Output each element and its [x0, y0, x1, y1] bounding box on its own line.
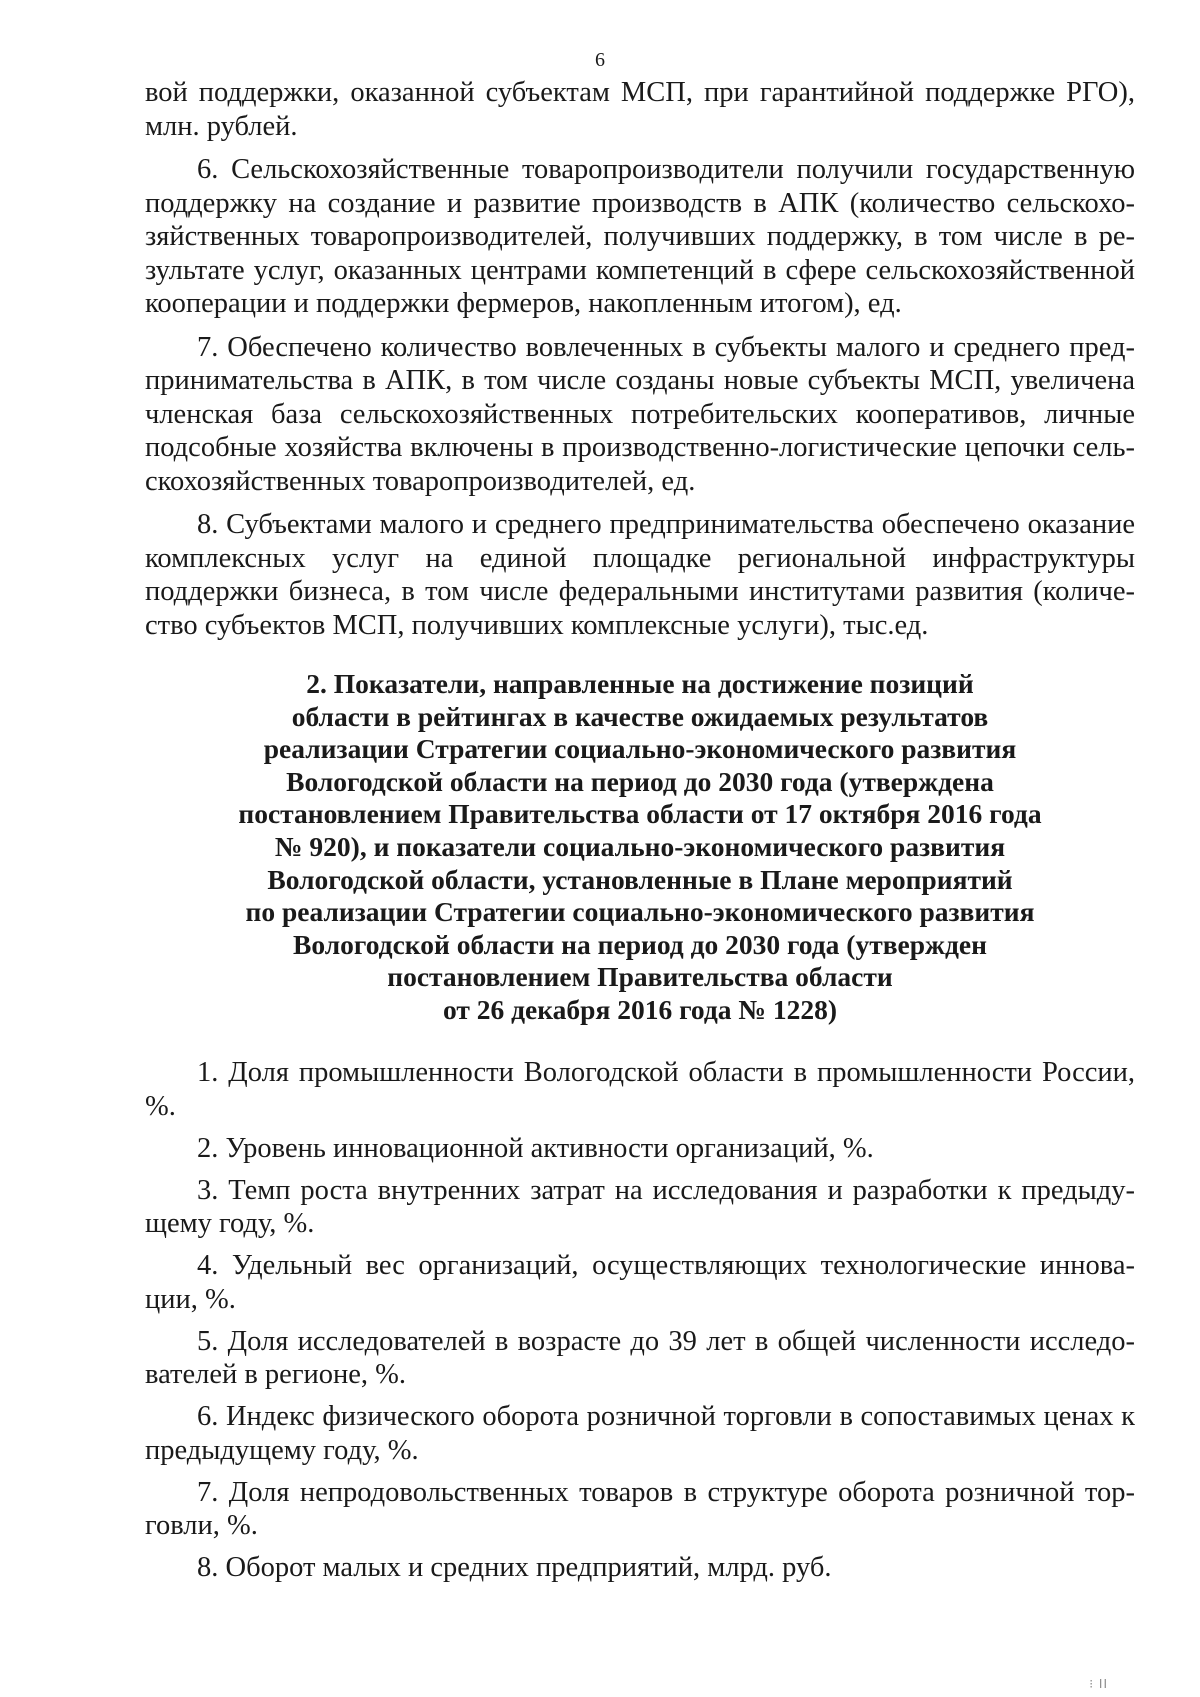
paragraph-item-6: 6. Сельскохозяйственные товаропроизводители получили государственную поддержку на создание и развитие производств в АПК (количество сельскохозяйственных товаропроизводителей, получивших поддержку, в том числе в результате услуг, оказанных центрами компетенций в сфере сельскохозяйственной кооперации и поддержки фермеров, накопленным итогом), ед. — [145, 154, 1135, 319]
heading-line: № 920), и показатели социально-экономического развития — [274, 830, 1006, 862]
section-heading — [145, 668, 1135, 1027]
indicator-item: 2. Уровень инновационной активности организаций, %. — [197, 1132, 874, 1164]
heading-line: по реализации Стратегии социально-экономического развития — [245, 896, 1035, 928]
heading-line: 2. Показатели, направленные на достижение позиций — [306, 668, 974, 699]
paragraph-item-8: 8. Субъектами малого и среднего предпринимательства обеспечено оказание комплексных услуг на единой площадке региональной инфраструктуры поддержки бизнеса, в том числе федеральными институтами развития (количество субъектов МСП, получивших комплексные услуги), тыс.ед. — [145, 509, 1135, 641]
indicator-item: 7. Доля непродовольственных товаров в структуре оборота розничной торговли, %. — [145, 1476, 1135, 1541]
indicator-item: 1. Доля промышленности Вологодской области в промышленности России, %. — [145, 1057, 1135, 1122]
indicator-list — [145, 1056, 1135, 1593]
heading-line: Вологодской области на период до 2030 года (утвержден — [293, 928, 987, 960]
indicator-item: 4. Удельный вес организаций, осуществляющих технологические инновации, %. — [145, 1250, 1135, 1315]
indicator-item: 3. Темп роста внутренних затрат на исследования и разработки к предыдущему году, %. — [145, 1174, 1135, 1239]
paragraph-item-7: 7. Обеспечено количество вовлеченных в субъекты малого и среднего предпринимательства в АПК, в том числе созданы новые субъекты МСП, увеличена членская база сельскохозяйственных потребительских кооперативов, личные подсобные хозяйства включены в производственно-логистические цепочки сельскохозяйственных товаропроизводителей, ед. — [145, 331, 1135, 497]
heading-line: области в рейтингах в качестве ожидаемых результатов — [291, 700, 989, 732]
heading-line: от 26 декабря 2016 года № 1228) — [442, 993, 838, 1025]
indicator-item: 5. Доля исследователей в возрасте до 39 лет в общей численности исследователей в регионе, %. — [145, 1325, 1135, 1390]
indicator-item: 6. Индекс физического оборота розничной торговли в сопоставимых ценах к предыдущему году, %. — [145, 1401, 1135, 1466]
heading-line: реализации Стратегии социально-экономического развития — [263, 733, 1017, 765]
heading-line: Вологодской области, установленные в Плане мероприятий — [267, 863, 1013, 895]
top-paragraphs — [145, 76, 1135, 652]
indicator-item: 8. Оборот малых и средних предприятий, млрд. руб. — [197, 1552, 832, 1583]
page-number: 6 — [595, 49, 605, 71]
paragraph-continuation: вой поддержки, оказанной субъектам МСП, при гарантийной поддержке РГО), млн. рублей. — [145, 77, 1135, 142]
heading-line: постановлением Правительства области — [387, 961, 893, 993]
heading-line: постановлением Правительства области от 17 октября 2016 года — [238, 798, 1042, 830]
heading-line: Вологодской области на период до 2030 года (утверждена — [286, 765, 994, 797]
scan-mark: ⁝ II — [1089, 1677, 1108, 1691]
